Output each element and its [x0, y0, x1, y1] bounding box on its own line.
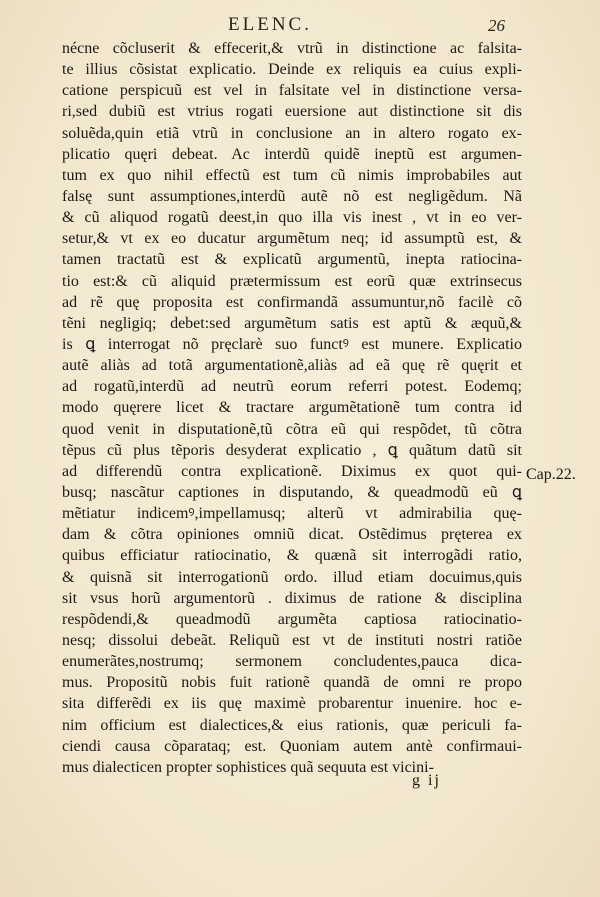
text-line: ad rẽ quę proposita est confirmandã assumuntur,nõ facilè cõ: [62, 293, 522, 311]
text-line: is ꝗ interrogat nõ pręclarè suo functꝰ est munere. Explicatio: [62, 335, 522, 353]
text-line: nim officium est dialectices,& eius rationis, quæ periculi fa-: [62, 716, 522, 734]
text-line: ri,sed dubiũ est vtrius rogati euersione aut distinctione sit dis: [62, 103, 522, 121]
text-line: tum ex quo nihil effectũ est tum cũ nimis improbabiles aut: [62, 166, 522, 184]
text-line: sit vsus horũ argumentorũ . diximus de ratione & disciplina: [62, 589, 522, 607]
text-line: dam & cõtra opiniones omniũ dicat. Ostẽdimus pręterea ex: [62, 526, 522, 544]
text-line: nesq; dissolui debeãt. Reliquũ est vt de instituti nostri ratiõe: [62, 631, 522, 649]
text-line: modo quęrere licet & tractare argumẽtationẽ tum contra id: [62, 399, 522, 417]
text-line: catione perspicuũ est vel in falsitate vel in distinctione versa-: [62, 82, 522, 100]
text-line: tio est:& cũ aliquid prætermissum est eorũ quæ extrinsecus: [62, 272, 522, 290]
text-line: busq; nascãtur captiones in disputando, & queadmodũ eũ ꝗ: [62, 483, 522, 501]
text-line: & cũ aliquod rogatũ deest,in quo illa vis inest , vt in eo ver-: [62, 209, 522, 227]
text-line: tẽni negligiq; debet:sed argumẽtum satis est aptũ & æquũ,&: [62, 314, 522, 332]
text-line: sita differẽdi ex iis quę maximè probarentur inuenire. hoc e-: [62, 695, 522, 713]
text-line: tẽpus cũ plus tẽporis desyderat explicatio , ꝗ quãtum datũ sit: [62, 441, 522, 459]
text-line: respõdendi,& queadmodũ argumẽta captiosa ratiocinatio-: [62, 610, 522, 628]
text-line: nécne cõcluserit & effecerit,& vtrũ in distinctione ac falsita-: [62, 40, 522, 57]
text-line: autẽ aliàs ad totã argumentationẽ,aliàs ad eã quę rẽ quęrit et: [62, 357, 522, 375]
text-line: ciendi causa cõparataq; est. Quoniam autem antè confirmaui-: [62, 737, 522, 755]
signature-mark: g ij: [412, 772, 441, 789]
text-line: quod venit in disputationẽ,tũ cõtra eũ qui respõdet, tũ cõtra: [62, 420, 522, 438]
text-line: falsę sunt assumptiones,interdũ autẽ nõ est negligẽdum. Nã: [62, 187, 522, 205]
text-line: soluẽda,quin etiã vtrũ in conclusione an in altero rogato ex-: [62, 124, 522, 142]
text-line: enumerãtes,nostrumq; sermonem concludentes,pauca dica-: [62, 653, 522, 671]
text-line: mus. Propositũ nobis fuit rationẽ quandã de omni re propo: [62, 674, 522, 692]
marginal-note: Cap.22.: [526, 466, 576, 483]
text-line: tamen tractatũ est & explicatũ argumentũ, inepta ratiocina-: [62, 251, 522, 269]
text-line: & quisnã sit interrogationũ ordo. illud etiam docuimus,quis: [62, 568, 522, 586]
page-number: 26: [488, 16, 505, 35]
text-line: ad rogatũ,interdũ ad neutrũ eorum referri potest. Eodemq;: [62, 378, 522, 396]
text-line: mus dialecticen propter sophistices quã sequuta est vicini-: [62, 758, 434, 776]
text-line: setur,& vt ex eo ducatur argumẽtum neq; id assumptũ est, &: [62, 230, 522, 248]
text-line: plicatio quęri debeat. Ac interdũ quidẽ ineptũ est argumen-: [62, 145, 522, 163]
body-text: [62, 38, 522, 778]
text-line: mẽtiatur indicemꝰ,impellamusq; alterũ vt admirabilia quę-: [62, 505, 522, 523]
running-head: ELENC.: [228, 14, 312, 35]
text-line: quibus efficiatur ratiocinatio, & quænã sit interrogãdi ratio,: [62, 547, 522, 565]
text-line: te illius cõsistat explicatio. Deinde ex reliquis ea cuius expli-: [62, 61, 522, 79]
text-line: ad differendũ contra explicationẽ. Diximus ex quot qui-: [62, 462, 522, 480]
